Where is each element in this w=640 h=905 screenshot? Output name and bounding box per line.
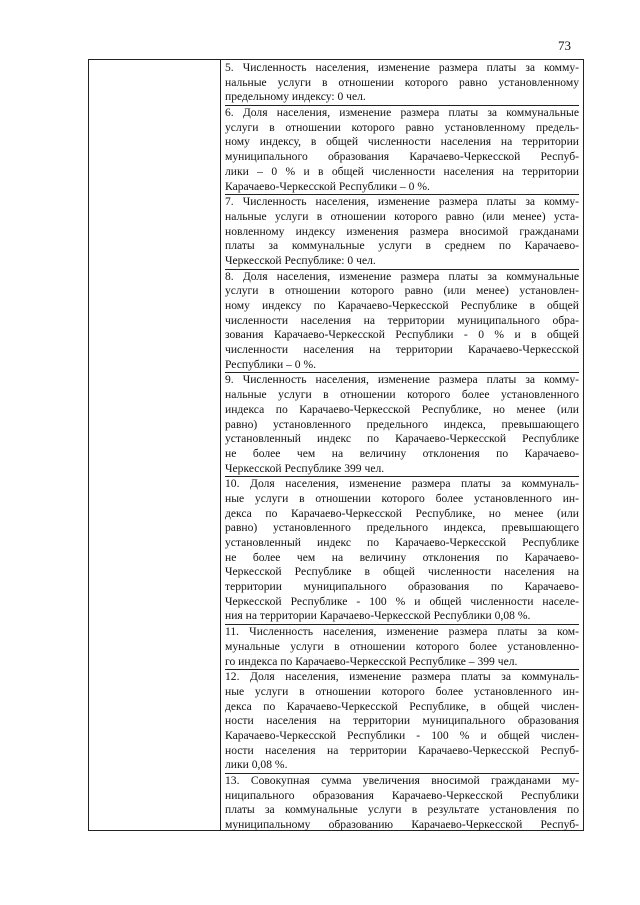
text-line: го индекса по Карачаево-Черкесской Республике – 399 чел.: [225, 654, 518, 668]
text-line: не более чем на величину отклонения по Карачаево-: [225, 446, 579, 460]
text-line: 12. Доля населения, изменение размера платы за коммуналь-: [225, 670, 579, 684]
text-line: платы за коммунальные услуги в результате установления по: [225, 803, 579, 817]
text-line: ности населения на территории муниципального образования: [225, 714, 579, 728]
text-line: ному индексу по Карачаево-Черкесской Республике в общей: [225, 299, 579, 312]
text-line: 10. Доля населения, изменение размера платы за коммуналь-: [225, 477, 579, 491]
text-line: нальные услуги в отношении которого равно (или менее) уста-: [225, 209, 579, 223]
text-line: не более чем на величину отклонения по Карачаево-: [225, 550, 579, 564]
text-line: ному индексу, в общей численности населения на территории: [225, 135, 579, 149]
text-line: платы за коммунальные услуги в среднем по Карачаево-: [225, 239, 579, 253]
text-line: муниципальному образованию Карачаево-Черкесской Респуб-: [225, 818, 579, 832]
text-line: Карачаево-Черкесской Республики – 0 %.: [225, 179, 430, 193]
text-line: новленному индексу изменения размера вносимой гражданами: [225, 224, 579, 238]
text-line: ные услуги в отношении которого более установленного ин-: [225, 684, 579, 698]
text-line: равно) установленного предельного индекса, превышающего: [225, 521, 579, 535]
table-left-column: [89, 60, 221, 830]
text-line: установленный индекс по Карачаево-Черкесской Республике: [225, 432, 579, 446]
text-line: 9. Численность населения, изменение размера платы за комму-: [225, 373, 579, 387]
list-item: [225, 106, 579, 195]
page-number: 73: [558, 38, 571, 53]
text-line: 5. Численность населения, изменение размера платы за комму-: [225, 61, 579, 74]
document-table: [88, 59, 584, 831]
text-line: предельному индексу: 0 чел.: [225, 90, 366, 104]
list-item: [225, 625, 579, 670]
text-line: индекса по Карачаево-Черкесской Республике, но менее (или: [225, 402, 579, 416]
list-item: [225, 477, 579, 625]
list-item: [225, 61, 579, 106]
text-line: ности населения на территории Карачаево-Черкесской Респуб-: [225, 743, 579, 757]
text-line: декса по Карачаево-Черкесской Республике, но менее (или: [225, 506, 579, 520]
text-line: мунальные услуги в отношении которого более установленно-: [225, 639, 579, 653]
text-line: Карачаево-Черкесской Республики - 100 % и общей числен-: [225, 728, 579, 742]
text-line: 13. Совокупная сумма увеличения вносимой гражданами му-: [225, 774, 579, 787]
text-line: Черкесской Республике: 0 чел.: [225, 253, 376, 267]
text-line: нальные услуги в отношении которого равно установленному: [225, 75, 579, 89]
text-line: лики 0,08 %.: [225, 758, 288, 772]
table-right-column: [221, 60, 583, 830]
list-item: [225, 373, 579, 477]
text-line: 11. Численность населения, изменение размера платы за ком-: [225, 625, 579, 639]
list-item: [225, 270, 579, 374]
text-line: 8. Доля населения, изменение размера платы за коммунальные: [225, 269, 579, 283]
text-line: услуги в отношении которого равно (или менее) установлен-: [225, 284, 579, 298]
text-line: территории муниципального образования по Карачаево-: [225, 580, 579, 594]
text-line: нальные услуги в отношении которого более установленного: [225, 388, 579, 402]
text-line: 7. Численность населения, изменение размера платы за комму-: [225, 195, 579, 209]
text-line: муниципального образования Карачаево-Черкесской Респуб-: [225, 150, 579, 164]
text-line: установленный индекс по Карачаево-Черкесской Республике: [225, 536, 579, 549]
text-line: услуги в отношении которого равно установленному предель-: [225, 120, 579, 134]
text-line: ниципального образования Карачаево-Черкесской Республики: [225, 788, 579, 802]
text-line: лики – 0 % и в общей численности населения на территории: [225, 164, 579, 178]
text-line: ния на территории Карачаево-Черкесской Республики 0,08 %.: [225, 609, 531, 623]
text-line: декса по Карачаево-Черкесской Республике, в общей числен-: [225, 699, 579, 713]
text-line: 6. Доля населения, изменение размера платы за коммунальные: [225, 106, 579, 120]
text-line: Черкесской Республике в общей численности населения на: [225, 565, 579, 579]
text-line: численности населения на территории муниципального обра-: [225, 313, 579, 327]
list-item: [225, 670, 579, 774]
list-item: [225, 195, 579, 269]
text-line: Черкесской Республике - 100 % и общей численности населе-: [225, 594, 579, 608]
text-line: зования Карачаево-Черкесской Республики - 0 % и в общей: [225, 328, 579, 342]
text-line: Республики – 0 %.: [225, 357, 317, 371]
text-line: ные услуги в отношении которого более установленного ин-: [225, 491, 579, 505]
text-line: равно) установленного предельного индекса, превышающего: [225, 417, 579, 431]
text-line: Черкесской Республике 399 чел.: [225, 461, 385, 475]
list-item: [225, 774, 579, 833]
text-line: численности населения на территории Карачаево-Черкесской: [225, 343, 579, 357]
